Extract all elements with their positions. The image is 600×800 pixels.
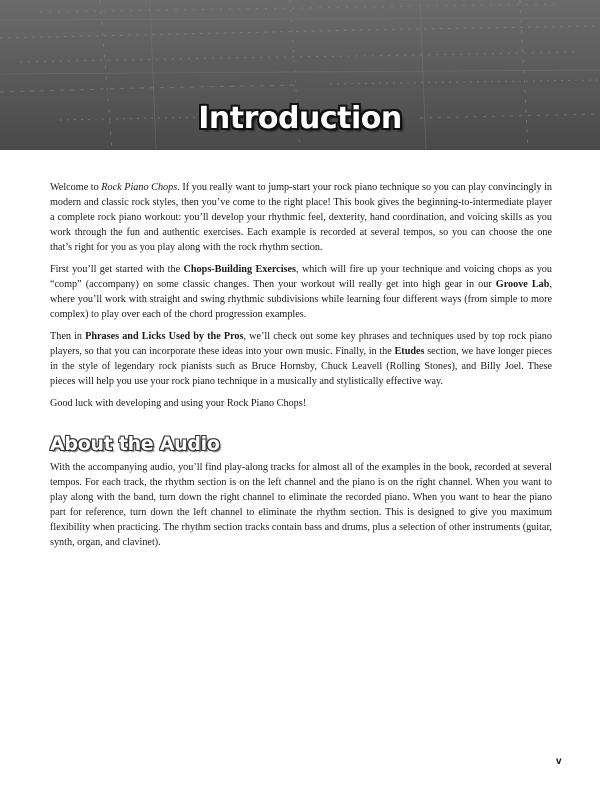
intro-paragraph-3: Then in Phrases and Licks Used by the Pros, we’ll check out some key phrases and techniques used by top rock piano players, so that you can incorporate these ideas into your own music. Finally, in the Etudes section, we have longer pieces in the style of legendary rock pianists such as Bruce Hornsby, Chuck Leavell (Rolling Stones), and Billy Joel. These pieces will help you use your rock piano technique in a musically and stylistically effective way. [50,331,552,387]
intro-paragraph-4: Good luck with developing and using your Rock Piano Chops! [50,398,307,409]
header-banner [0,0,600,150]
main-content [50,180,552,557]
page-number: v [556,756,562,767]
page-title: Introduction [198,101,402,136]
section-heading-audio: About the Audio [50,433,220,455]
audio-paragraph: With the accompanying audio, you’ll find play-along tracks for almost all of the examples in the book, recorded at several tempos. For each track, the rhythm section is on the left channel and the piano is on the right channel. When you want to play along with the band, turn down the right channel to eliminate the recorded piano. When you want to hear the piano part for reference, turn down the left channel to eliminate the rhythm section. This is designed to give you maximum flexibility when practicing. The rhythm section tracks contain bass and drums, plus a selection of other instruments (guitar, synth, organ, and clavinet). [50,462,552,548]
intro-paragraph-1: Welcome to Rock Piano Chops. If you really want to jump-start your rock piano technique so you can play convincingly in modern and classic rock styles, then you’ve come to the right place! This book gives the beginning-to-intermediate player a complete rock piano workout: you’ll develop your rhythmic feel, dexterity, hand coordination, and voicing skills as you work through the fun and authentic exercises. Each example is recorded at several tempos, so you can choose the one that’s right for you as you play along with the rock rhythm section. [50,182,552,253]
intro-paragraph-2: First you’ll get started with the Chops-Building Exercises, which will fire up your technique and voicing chops as you “comp” (accompany) on some classic changes. Then your workout will really get into high gear in our Groove Lab, where you’ll work with straight and swing rhythmic subdivisions while learning four different ways (from simple to more complex) to play over each of the chord progression examples. [50,264,552,320]
